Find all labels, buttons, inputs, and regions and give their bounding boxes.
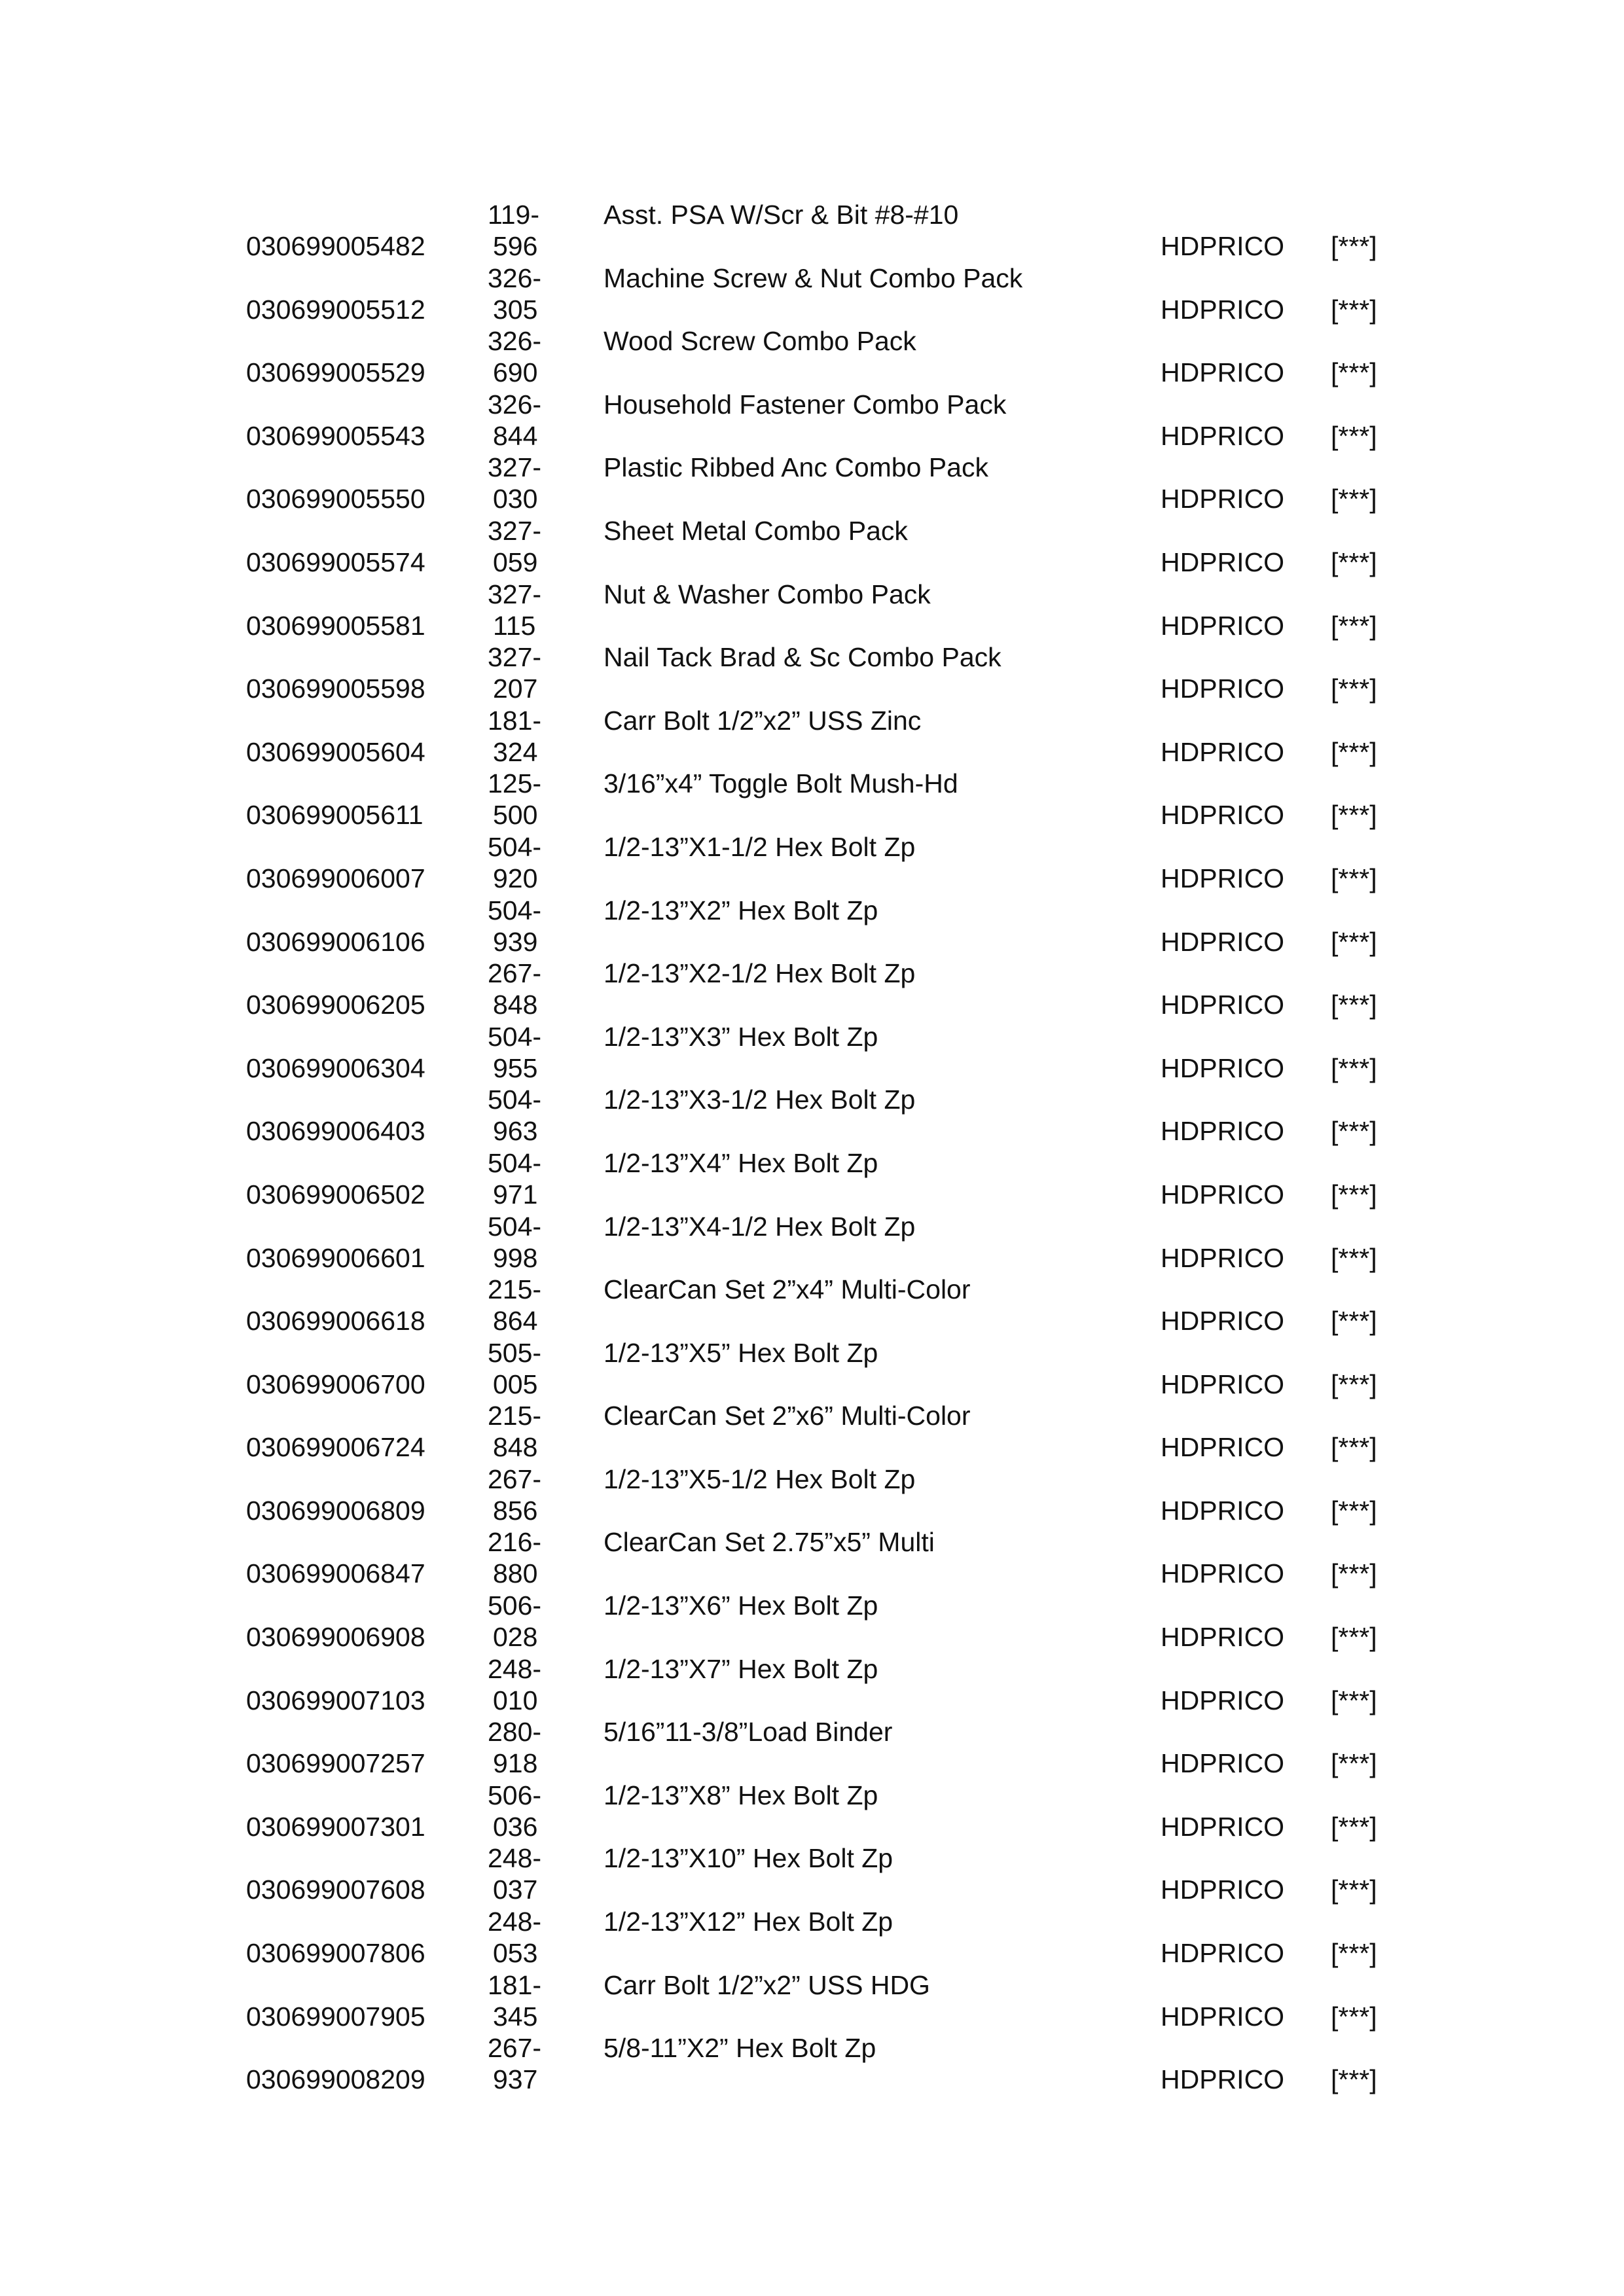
price-redacted: [***] bbox=[1331, 1685, 1377, 1715]
sku-suffix: 920 bbox=[493, 863, 538, 893]
sku-suffix: 500 bbox=[493, 800, 538, 831]
sku-suffix: 998 bbox=[493, 1242, 538, 1273]
price-redacted: [***] bbox=[1331, 1052, 1377, 1083]
vendor-code: HDPRICO bbox=[1161, 1179, 1285, 1210]
item-description: 1/2-13”X3” Hex Bolt Zp bbox=[604, 1021, 878, 1052]
item-description: ClearCan Set 2”x4” Multi-Color bbox=[604, 1274, 971, 1305]
sku-suffix: 918 bbox=[493, 1748, 538, 1779]
price-redacted: [***] bbox=[1331, 926, 1377, 957]
list-item bbox=[0, 1653, 1624, 1717]
vendor-code: HDPRICO bbox=[1161, 1685, 1285, 1715]
item-description: Carr Bolt 1/2”x2” USS HDG bbox=[604, 1969, 930, 2000]
sku-suffix: 848 bbox=[493, 1432, 538, 1463]
sku-suffix: 856 bbox=[493, 1495, 538, 1526]
price-redacted: [***] bbox=[1331, 294, 1377, 325]
sku-suffix: 690 bbox=[493, 357, 538, 388]
sku-suffix: 305 bbox=[493, 294, 538, 325]
sku-prefix: 327- bbox=[488, 452, 542, 483]
list-item bbox=[0, 2032, 1624, 2096]
sku-prefix: 248- bbox=[488, 1653, 542, 1684]
sku-prefix: 504- bbox=[488, 1021, 542, 1052]
price-redacted: [***] bbox=[1331, 1938, 1377, 1969]
list-item bbox=[0, 1147, 1624, 1211]
upc-code: 030699006700 bbox=[246, 1369, 425, 1399]
list-item bbox=[0, 958, 1624, 1021]
price-redacted: [***] bbox=[1331, 2064, 1377, 2095]
price-redacted: [***] bbox=[1331, 863, 1377, 893]
sku-prefix: 326- bbox=[488, 389, 542, 420]
item-description: 1/2-13”X12” Hex Bolt Zp bbox=[604, 1907, 893, 1937]
sku-suffix: 955 bbox=[493, 1052, 538, 1083]
vendor-code: HDPRICO bbox=[1161, 231, 1285, 261]
item-description: Sheet Metal Combo Pack bbox=[604, 515, 908, 546]
item-description: 1/2-13”X5-1/2 Hex Bolt Zp bbox=[604, 1463, 916, 1494]
upc-code: 030699006618 bbox=[246, 1306, 425, 1336]
item-description: 1/2-13”X6” Hex Bolt Zp bbox=[604, 1590, 878, 1621]
vendor-code: HDPRICO bbox=[1161, 1306, 1285, 1336]
sku-prefix: 506- bbox=[488, 1780, 542, 1810]
list-item bbox=[0, 579, 1624, 642]
sku-suffix: 596 bbox=[493, 231, 538, 261]
list-item bbox=[0, 641, 1624, 705]
sku-prefix: 248- bbox=[488, 1907, 542, 1937]
list-item bbox=[0, 1211, 1624, 1274]
vendor-code: HDPRICO bbox=[1161, 863, 1285, 893]
vendor-code: HDPRICO bbox=[1161, 484, 1285, 514]
sku-prefix: 327- bbox=[488, 515, 542, 546]
vendor-code: HDPRICO bbox=[1161, 1432, 1285, 1463]
list-item bbox=[0, 1463, 1624, 1527]
sku-suffix: 059 bbox=[493, 547, 538, 577]
sku-prefix: 504- bbox=[488, 1085, 542, 1115]
price-redacted: [***] bbox=[1331, 673, 1377, 704]
vendor-code: HDPRICO bbox=[1161, 736, 1285, 767]
list-item bbox=[0, 325, 1624, 389]
item-description: Machine Screw & Nut Combo Pack bbox=[604, 262, 1023, 293]
vendor-code: HDPRICO bbox=[1161, 420, 1285, 451]
sku-suffix: 030 bbox=[493, 484, 538, 514]
sku-prefix: 326- bbox=[488, 262, 542, 293]
price-redacted: [***] bbox=[1331, 1242, 1377, 1273]
price-redacted: [***] bbox=[1331, 1369, 1377, 1399]
upc-code: 030699005529 bbox=[246, 357, 425, 388]
upc-code: 030699007806 bbox=[246, 1938, 425, 1969]
sku-suffix: 864 bbox=[493, 1306, 538, 1336]
upc-code: 030699006007 bbox=[246, 863, 425, 893]
sku-prefix: 504- bbox=[488, 1147, 542, 1178]
vendor-code: HDPRICO bbox=[1161, 1116, 1285, 1147]
sku-prefix: 216- bbox=[488, 1527, 542, 1558]
sku-suffix: 036 bbox=[493, 1811, 538, 1842]
vendor-code: HDPRICO bbox=[1161, 990, 1285, 1020]
vendor-code: HDPRICO bbox=[1161, 1369, 1285, 1399]
sku-prefix: 119- bbox=[488, 200, 540, 230]
sku-suffix: 345 bbox=[493, 2001, 538, 2032]
list-item bbox=[0, 452, 1624, 515]
upc-code: 030699006601 bbox=[246, 1242, 425, 1273]
price-redacted: [***] bbox=[1331, 1874, 1377, 1905]
upc-code: 030699007103 bbox=[246, 1685, 425, 1715]
item-description: Carr Bolt 1/2”x2” USS Zinc bbox=[604, 705, 922, 736]
sku-prefix: 215- bbox=[488, 1274, 542, 1305]
vendor-code: HDPRICO bbox=[1161, 1622, 1285, 1653]
sku-prefix: 280- bbox=[488, 1717, 542, 1748]
sku-prefix: 326- bbox=[488, 326, 542, 357]
upc-code: 030699008209 bbox=[246, 2064, 425, 2095]
list-item bbox=[0, 1526, 1624, 1590]
sku-suffix: 844 bbox=[493, 420, 538, 451]
price-redacted: [***] bbox=[1331, 357, 1377, 388]
sku-suffix: 324 bbox=[493, 736, 538, 767]
item-description: 1/2-13”X10” Hex Bolt Zp bbox=[604, 1843, 893, 1874]
sku-suffix: 937 bbox=[493, 2064, 538, 2095]
list-item bbox=[0, 1842, 1624, 1906]
sku-prefix: 267- bbox=[488, 2033, 542, 2064]
upc-code: 030699007608 bbox=[246, 1874, 425, 1905]
vendor-code: HDPRICO bbox=[1161, 547, 1285, 577]
price-redacted: [***] bbox=[1331, 484, 1377, 514]
list-item bbox=[0, 1590, 1624, 1653]
item-description: 1/2-13”X4” Hex Bolt Zp bbox=[604, 1147, 878, 1178]
sku-prefix: 504- bbox=[488, 831, 542, 862]
product-list bbox=[0, 199, 1624, 2096]
list-item bbox=[0, 262, 1624, 326]
price-redacted: [***] bbox=[1331, 2001, 1377, 2032]
sku-prefix: 327- bbox=[488, 642, 542, 673]
vendor-code: HDPRICO bbox=[1161, 1052, 1285, 1083]
item-description: ClearCan Set 2”x6” Multi-Color bbox=[604, 1401, 971, 1431]
price-redacted: [***] bbox=[1331, 1558, 1377, 1589]
list-item bbox=[0, 831, 1624, 895]
item-description: 1/2-13”X4-1/2 Hex Bolt Zp bbox=[604, 1211, 916, 1242]
sku-suffix: 848 bbox=[493, 990, 538, 1020]
item-description: 5/16”11-3/8”Load Binder bbox=[604, 1717, 893, 1748]
sku-prefix: 505- bbox=[488, 1337, 542, 1368]
list-item bbox=[0, 389, 1624, 452]
list-item bbox=[0, 1906, 1624, 1969]
vendor-code: HDPRICO bbox=[1161, 610, 1285, 641]
price-redacted: [***] bbox=[1331, 1495, 1377, 1526]
upc-code: 030699005543 bbox=[246, 420, 425, 451]
upc-code: 030699005598 bbox=[246, 673, 425, 704]
item-description: Wood Screw Combo Pack bbox=[604, 326, 916, 357]
sku-suffix: 939 bbox=[493, 926, 538, 957]
item-description: 1/2-13”X3-1/2 Hex Bolt Zp bbox=[604, 1085, 916, 1115]
list-item bbox=[0, 199, 1624, 262]
item-description: 1/2-13”X5” Hex Bolt Zp bbox=[604, 1337, 878, 1368]
item-description: 1/2-13”X1-1/2 Hex Bolt Zp bbox=[604, 831, 916, 862]
upc-code: 030699006502 bbox=[246, 1179, 425, 1210]
list-item bbox=[0, 1716, 1624, 1780]
vendor-code: HDPRICO bbox=[1161, 357, 1285, 388]
item-description: 3/16”x4” Toggle Bolt Mush-Hd bbox=[604, 768, 958, 799]
sku-prefix: 181- bbox=[488, 1969, 542, 2000]
upc-code: 030699005611 bbox=[246, 800, 424, 831]
upc-code: 030699005512 bbox=[246, 294, 425, 325]
upc-code: 030699006908 bbox=[246, 1622, 425, 1653]
upc-code: 030699006106 bbox=[246, 926, 425, 957]
sku-suffix: 963 bbox=[493, 1116, 538, 1147]
item-description: 1/2-13”X8” Hex Bolt Zp bbox=[604, 1780, 878, 1810]
list-item bbox=[0, 1084, 1624, 1147]
sku-suffix: 037 bbox=[493, 1874, 538, 1905]
sku-prefix: 267- bbox=[488, 1463, 542, 1494]
item-description: 5/8-11”X2” Hex Bolt Zp bbox=[604, 2033, 876, 2064]
sku-suffix: 010 bbox=[493, 1685, 538, 1715]
upc-code: 030699006205 bbox=[246, 990, 425, 1020]
vendor-code: HDPRICO bbox=[1161, 1495, 1285, 1526]
list-item bbox=[0, 1021, 1624, 1085]
list-item bbox=[0, 1400, 1624, 1463]
sku-prefix: 248- bbox=[488, 1843, 542, 1874]
price-redacted: [***] bbox=[1331, 1116, 1377, 1147]
item-description: Nail Tack Brad & Sc Combo Pack bbox=[604, 642, 1001, 673]
sku-suffix: 115 bbox=[493, 610, 536, 641]
price-redacted: [***] bbox=[1331, 1622, 1377, 1653]
upc-code: 030699006809 bbox=[246, 1495, 425, 1526]
list-item bbox=[0, 515, 1624, 579]
upc-code: 030699005574 bbox=[246, 547, 425, 577]
list-item bbox=[0, 1274, 1624, 1337]
upc-code: 030699006724 bbox=[246, 1432, 425, 1463]
list-item bbox=[0, 895, 1624, 958]
price-redacted: [***] bbox=[1331, 990, 1377, 1020]
upc-code: 030699005604 bbox=[246, 736, 425, 767]
upc-code: 030699006304 bbox=[246, 1052, 425, 1083]
vendor-code: HDPRICO bbox=[1161, 926, 1285, 957]
sku-suffix: 880 bbox=[493, 1558, 538, 1589]
vendor-code: HDPRICO bbox=[1161, 673, 1285, 704]
list-item bbox=[0, 1337, 1624, 1401]
sku-prefix: 215- bbox=[488, 1401, 542, 1431]
sku-suffix: 207 bbox=[493, 673, 538, 704]
item-description: Nut & Washer Combo Pack bbox=[604, 579, 931, 609]
sku-suffix: 005 bbox=[493, 1369, 538, 1399]
vendor-code: HDPRICO bbox=[1161, 1748, 1285, 1779]
upc-code: 030699007905 bbox=[246, 2001, 425, 2032]
sku-suffix: 053 bbox=[493, 1938, 538, 1969]
vendor-code: HDPRICO bbox=[1161, 2064, 1285, 2095]
item-description: Plastic Ribbed Anc Combo Pack bbox=[604, 452, 988, 483]
sku-prefix: 267- bbox=[488, 958, 542, 989]
upc-code: 030699005550 bbox=[246, 484, 425, 514]
vendor-code: HDPRICO bbox=[1161, 1874, 1285, 1905]
list-item bbox=[0, 705, 1624, 768]
price-redacted: [***] bbox=[1331, 610, 1377, 641]
sku-prefix: 504- bbox=[488, 895, 542, 925]
vendor-code: HDPRICO bbox=[1161, 800, 1285, 831]
vendor-code: HDPRICO bbox=[1161, 294, 1285, 325]
price-redacted: [***] bbox=[1331, 231, 1377, 261]
upc-code: 030699005482 bbox=[246, 231, 425, 261]
vendor-code: HDPRICO bbox=[1161, 2001, 1285, 2032]
price-redacted: [***] bbox=[1331, 547, 1377, 577]
item-description: Asst. PSA W/Scr & Bit #8-#10 bbox=[604, 200, 959, 230]
item-description: 1/2-13”X7” Hex Bolt Zp bbox=[604, 1653, 878, 1684]
upc-code: 030699007257 bbox=[246, 1748, 425, 1779]
item-description: 1/2-13”X2” Hex Bolt Zp bbox=[604, 895, 878, 925]
list-item bbox=[0, 1780, 1624, 1843]
vendor-code: HDPRICO bbox=[1161, 1811, 1285, 1842]
list-item bbox=[0, 768, 1624, 831]
upc-code: 030699006403 bbox=[246, 1116, 425, 1147]
item-description: 1/2-13”X2-1/2 Hex Bolt Zp bbox=[604, 958, 916, 989]
vendor-code: HDPRICO bbox=[1161, 1242, 1285, 1273]
sku-prefix: 506- bbox=[488, 1590, 542, 1621]
sku-prefix: 125- bbox=[488, 768, 542, 799]
sku-prefix: 504- bbox=[488, 1211, 542, 1242]
price-redacted: [***] bbox=[1331, 1748, 1377, 1779]
upc-code: 030699006847 bbox=[246, 1558, 425, 1589]
price-redacted: [***] bbox=[1331, 1306, 1377, 1336]
item-description: ClearCan Set 2.75”x5” Multi bbox=[604, 1527, 935, 1558]
sku-suffix: 028 bbox=[493, 1622, 538, 1653]
upc-code: 030699007301 bbox=[246, 1811, 425, 1842]
sku-prefix: 181- bbox=[488, 705, 542, 736]
price-redacted: [***] bbox=[1331, 1811, 1377, 1842]
upc-code: 030699005581 bbox=[246, 610, 425, 641]
vendor-code: HDPRICO bbox=[1161, 1938, 1285, 1969]
price-redacted: [***] bbox=[1331, 1432, 1377, 1463]
list-item bbox=[0, 1969, 1624, 2033]
price-redacted: [***] bbox=[1331, 736, 1377, 767]
sku-prefix: 327- bbox=[488, 579, 542, 609]
price-redacted: [***] bbox=[1331, 420, 1377, 451]
item-description: Household Fastener Combo Pack bbox=[604, 389, 1007, 420]
price-redacted: [***] bbox=[1331, 1179, 1377, 1210]
vendor-code: HDPRICO bbox=[1161, 1558, 1285, 1589]
price-redacted: [***] bbox=[1331, 800, 1377, 831]
sku-suffix: 971 bbox=[493, 1179, 538, 1210]
